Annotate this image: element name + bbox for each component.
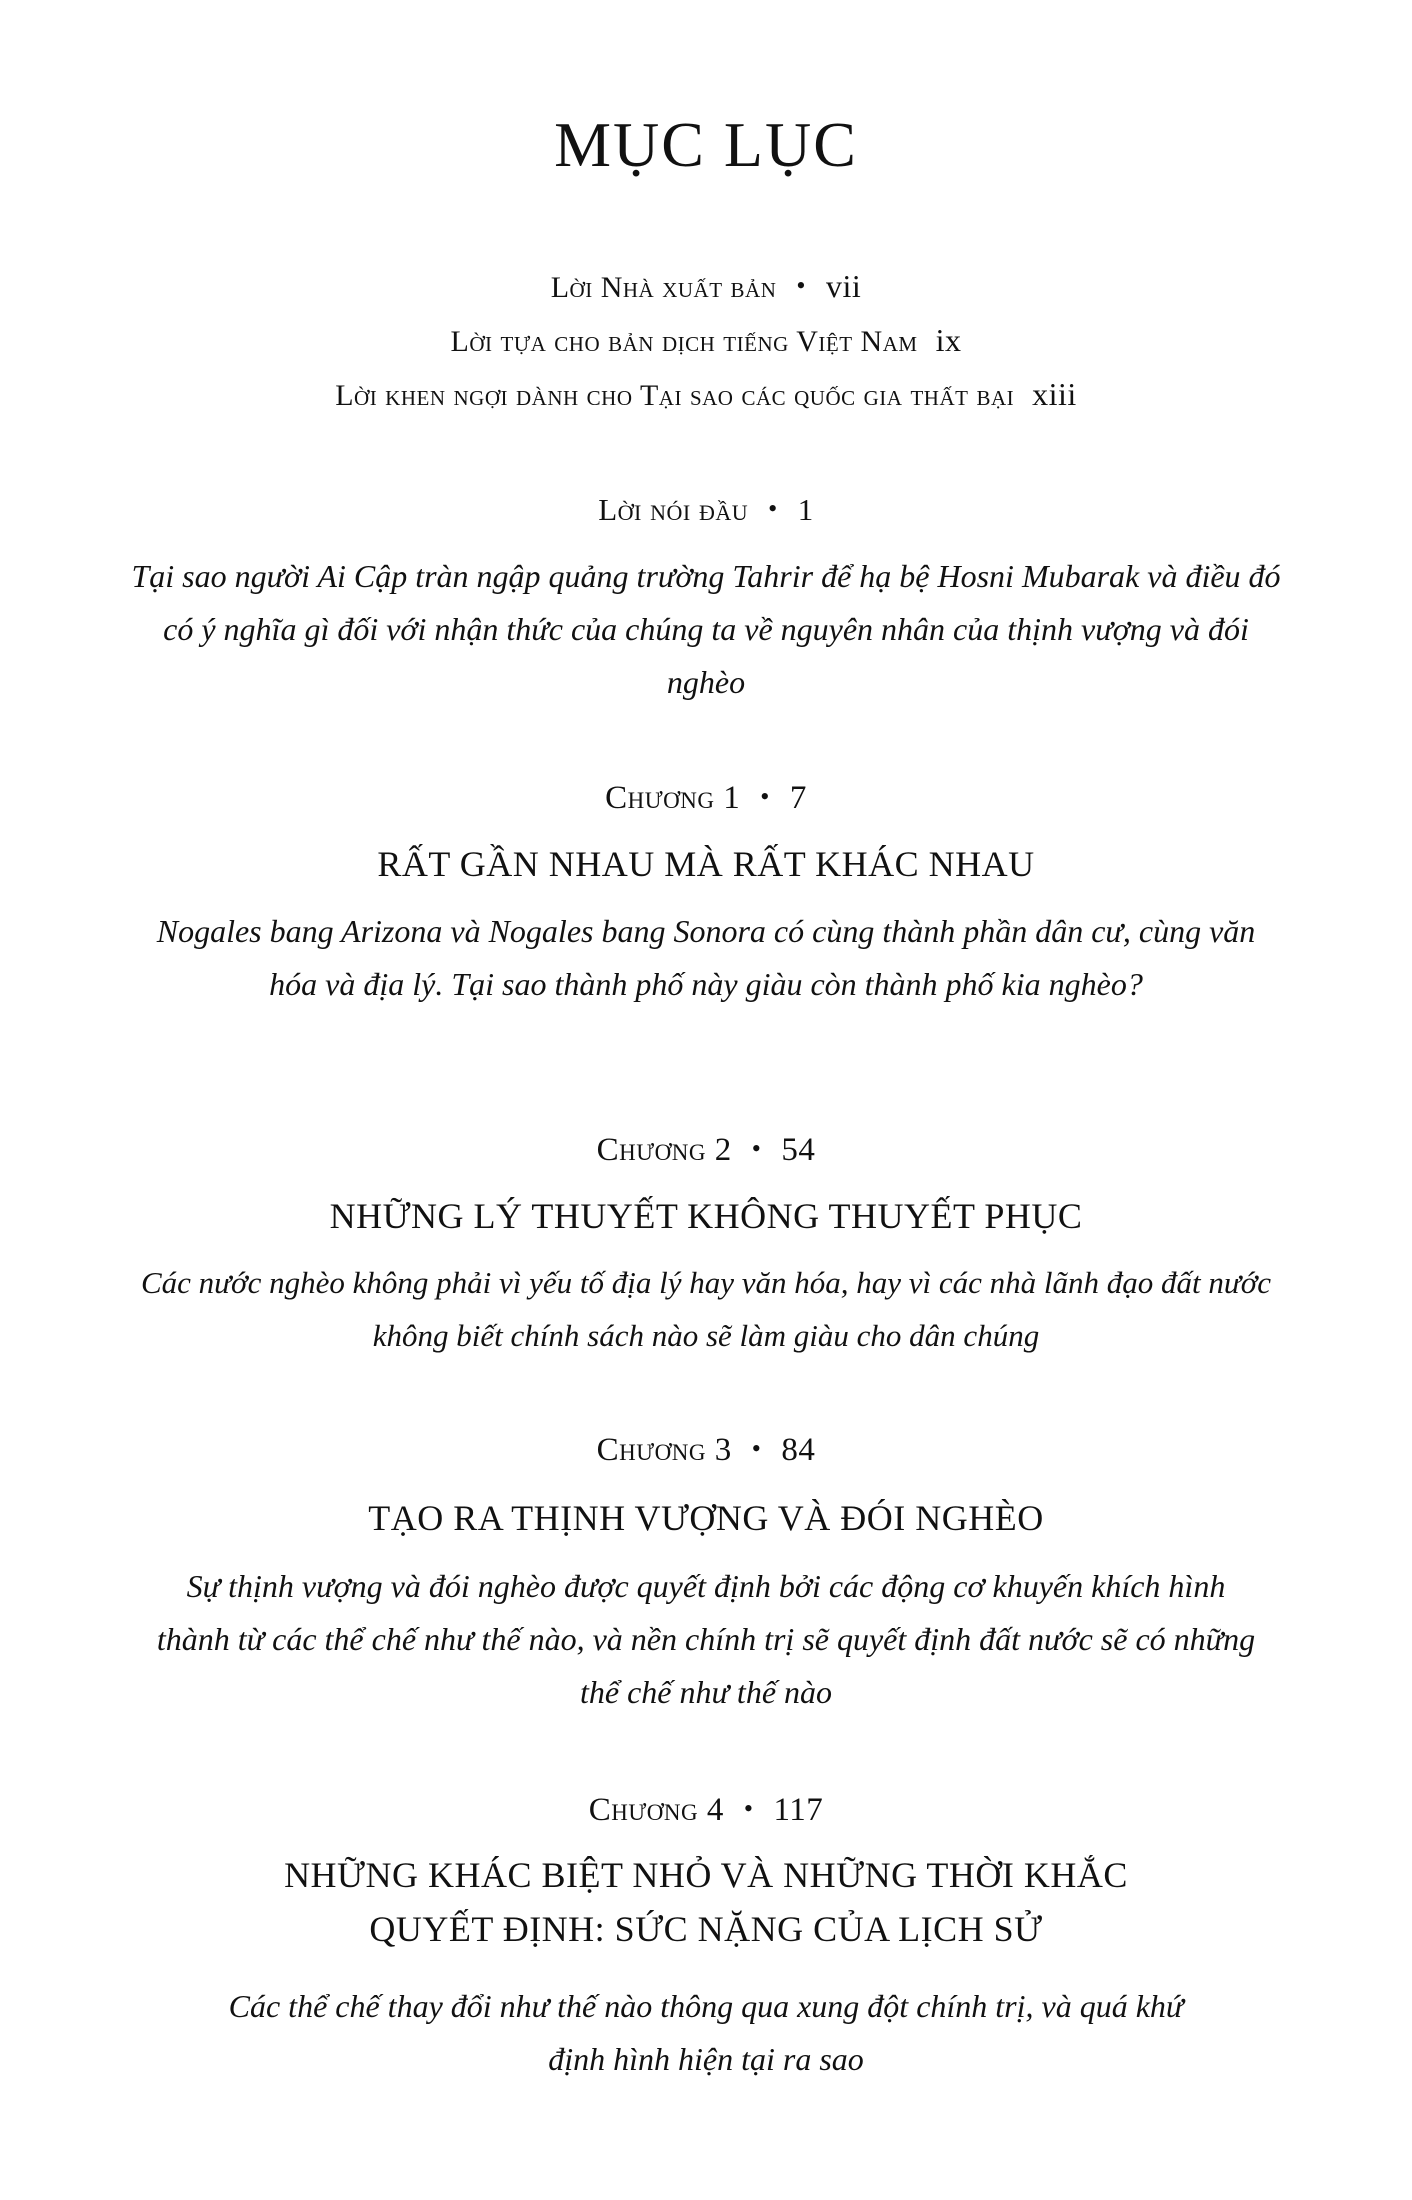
chapter-1-heading	[0, 780, 1412, 817]
chapter-4-title: NHỮNG KHÁC BIỆT NHỎ VÀ NHỮNG THỜI KHẮC QUYẾT ĐỊNH: SỨC NẶNG CỦA LỊCH SỬ	[284, 1855, 1128, 1949]
toc-entry-publisher-note	[0, 268, 1412, 305]
toc-entry-label: Lời Nhà xuất bản	[550, 271, 777, 304]
toc-entry-label: Lời khen ngợi dành cho Tại sao các quốc gia thất bại	[335, 379, 1015, 412]
chapter-page: 7	[789, 780, 807, 816]
chapter-1-title: RẤT GẦN NHAU MÀ RẤT KHÁC NHAU	[377, 844, 1035, 884]
chapter-2-description: Các nước nghèo không phải vì yếu tố địa lý hay văn hóa, hay vì các nhà lãnh đạo đất nước không biết chính sách nào sẽ làm giàu cho dân chúng	[140, 1265, 1272, 1353]
toc-entry-page: vii	[825, 268, 862, 304]
toc-entry-page: 1	[797, 492, 814, 527]
chapter-label: Chương 2	[596, 1132, 732, 1168]
page-title: MỤC LỤC	[554, 109, 858, 180]
chapter-2-title: NHỮNG LÝ THUYẾT KHÔNG THUYẾT PHỤC	[329, 1196, 1083, 1236]
chapter-4-description: Các thể chế thay đổi như thế nào thông qua xung đột chính trị, và quá khứ định hình hiện tại ra sao	[228, 1988, 1184, 2077]
chapter-3-heading	[0, 1432, 1412, 1469]
chapter-3-title: TẠO RA THỊNH VƯỢNG VÀ ĐÓI NGHÈO	[368, 1498, 1044, 1538]
chapter-label: Chương 1	[605, 780, 741, 816]
bullet-dot: •	[796, 271, 806, 300]
chapter-3-description: Sự thịnh vượng và đói nghèo được quyết định bởi các động cơ khuyến khích hình thành từ các thể chế như thế nào, và nền chính trị sẽ quyết định đất nước sẽ có những thể chế như thế nào	[156, 1568, 1256, 1710]
toc-entry-praise	[0, 376, 1412, 413]
bullet-dot: •	[760, 782, 770, 811]
bullet-dot: •	[768, 494, 778, 523]
toc-entry-preface	[0, 492, 1412, 528]
chapter-label: Chương 3	[596, 1432, 732, 1468]
chapter-page: 54	[781, 1132, 816, 1168]
chapter-page: 117	[773, 1792, 824, 1828]
chapter-2-heading	[0, 1132, 1412, 1169]
toc-entry-label: Lời tựa cho bản dịch tiếng Việt Nam	[450, 325, 918, 358]
toc-entry-label: Lời nói đầu	[598, 492, 749, 527]
chapter-1-description: Nogales bang Arizona và Nogales bang Sonora có cùng thành phần dân cư, cùng văn hóa và địa lý. Tại sao thành phố này giàu còn thành phố kia nghèo?	[156, 913, 1256, 1002]
chapter-page: 84	[781, 1432, 816, 1468]
preface-description: Tại sao người Ai Cập tràn ngập quảng trường Tahrir để hạ bệ Hosni Mubarak và điều đó có ý nghĩa gì đối với nhận thức của chúng ta về nguyên nhân của thịnh vượng và đói nghèo	[131, 558, 1281, 700]
bullet-dot: •	[751, 1134, 762, 1163]
toc-entry-vn-foreword	[0, 322, 1412, 359]
chapter-label: Chương 4	[588, 1792, 724, 1828]
bullet-dot: •	[743, 1794, 754, 1823]
chapter-4-heading	[0, 1792, 1412, 1829]
bullet-dot: •	[751, 1434, 762, 1463]
toc-entry-page: ix	[935, 322, 962, 358]
toc-entry-page: xiii	[1032, 376, 1077, 412]
